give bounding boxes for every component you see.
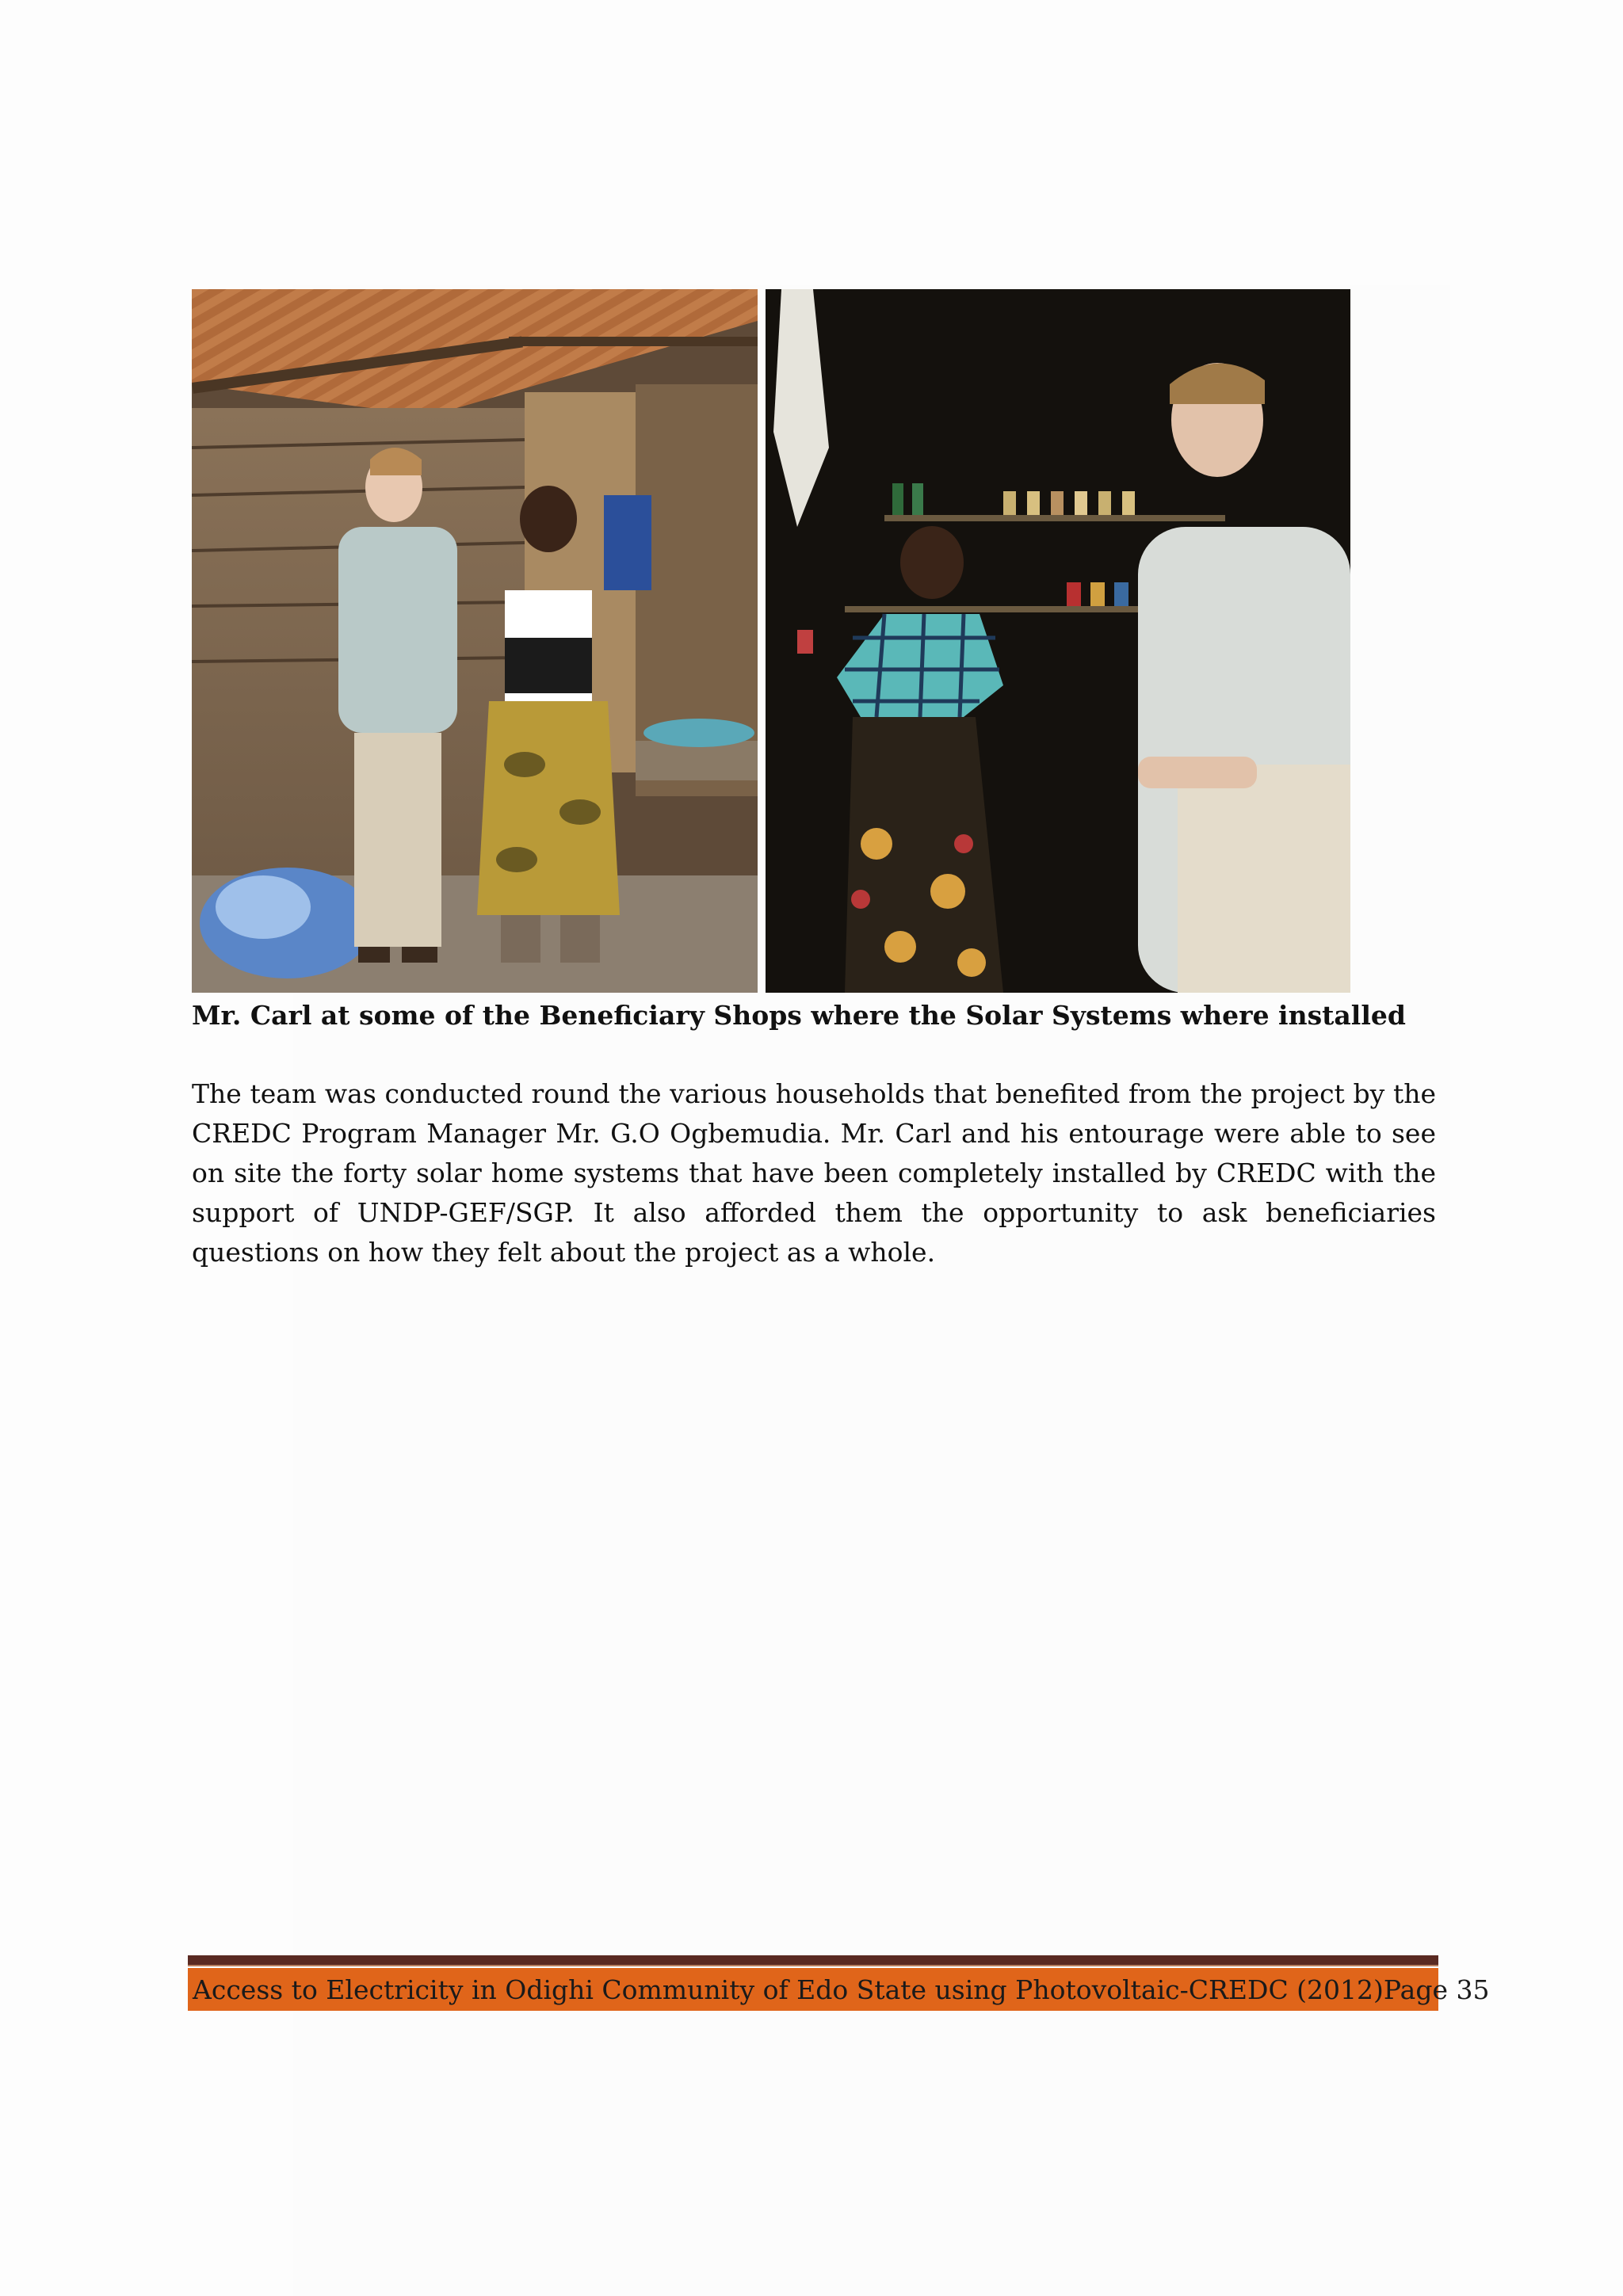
photo-caption: Mr. Carl at some of the Beneficiary Shops where the Solar Systems where installed <box>192 1000 1406 1031</box>
photo-right-image <box>766 289 1350 993</box>
body-paragraph: The team was conducted round the various households that benefited from the project by the CREDC Program Manager Mr. G.O Ogbemudia. Mr. Carl and his entourage were able to see on site the forty solar home systems that have been completely installed by CREDC with the support of UNDP-GEF/SGP. It also afforded them the opportunity to ask beneficiaries questions on how they felt about the project as a whole. <box>192 1078 1436 1268</box>
footer-rule <box>188 1955 1438 1966</box>
page-footer <box>188 1968 1490 2011</box>
photo-left <box>192 289 758 993</box>
photo-left-image <box>192 289 758 993</box>
page-number: Page 35 <box>1383 1974 1490 2005</box>
photo-right <box>766 289 1350 993</box>
footer-title: Access to Electricity in Odighi Community of Edo State using Photovoltaic-CREDC (2012) <box>193 1974 1384 2005</box>
